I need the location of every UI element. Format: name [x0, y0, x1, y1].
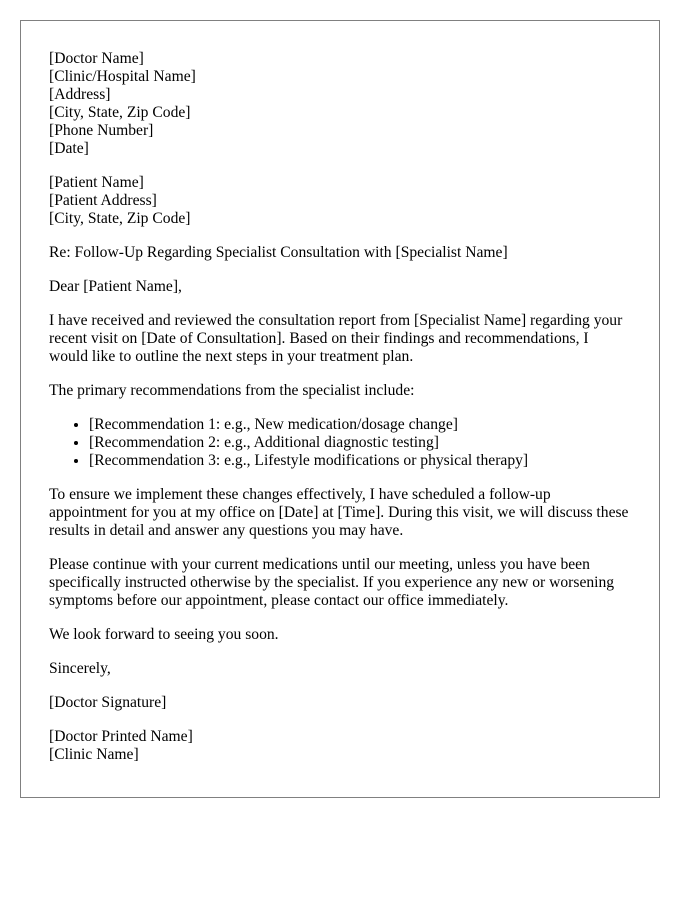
- salutation: Dear [Patient Name],: [49, 278, 182, 295]
- closing-clinic-name: [Clinic Name]: [49, 746, 139, 763]
- closing-name-block: [49, 728, 631, 764]
- body-paragraph-3: To ensure we implement these changes effectively, I have scheduled a follow-up appointment for you at my office on [Date] at [Time]. During this visit, we will discuss these results in detail and answer any questions you may have.: [49, 486, 629, 539]
- subject-line: Re: Follow-Up Regarding Specialist Consultation with [Specialist Name]: [49, 244, 508, 261]
- body-paragraph-1: I have received and reviewed the consultation report from [Specialist Name] regarding your recent visit on [Date of Consultation]. Based on their findings and recommendations, I would like to outline the next steps in your treatment plan.: [49, 312, 623, 365]
- list-item: • [Recommendation 1: e.g., New medication/dosage change]: [89, 416, 631, 434]
- letter-document: [20, 20, 660, 798]
- body-paragraph-4: Please continue with your current medications until our meeting, unless you have been specifically instructed otherwise by the specialist. If you experience any new or worsening symptoms before our appointment, please contact our office immediately.: [49, 556, 615, 609]
- recipient-address-block: [49, 174, 631, 228]
- sender-address: [Address]: [49, 86, 111, 103]
- body-paragraph-2: The primary recommendations from the specialist include:: [49, 382, 415, 399]
- letter-date: [Date]: [49, 140, 89, 157]
- sender-city-state-zip: [City, State, Zip Code]: [49, 104, 191, 121]
- list-item: • [Recommendation 2: e.g., Additional diagnostic testing]: [89, 434, 631, 452]
- recipient-city-state-zip: [City, State, Zip Code]: [49, 210, 191, 227]
- sender-address-block: [49, 50, 631, 158]
- recommendations-list: [49, 416, 631, 470]
- sender-clinic-name: [Clinic/Hospital Name]: [49, 68, 196, 85]
- sender-doctor-name: [Doctor Name]: [49, 50, 144, 67]
- body-paragraph-5: We look forward to seeing you soon.: [49, 626, 279, 643]
- sign-off: Sincerely,: [49, 660, 111, 677]
- sender-phone: [Phone Number]: [49, 122, 154, 139]
- recipient-name: [Patient Name]: [49, 174, 144, 191]
- doctor-printed-name: [Doctor Printed Name]: [49, 728, 193, 745]
- doctor-signature: [Doctor Signature]: [49, 694, 167, 711]
- recipient-address: [Patient Address]: [49, 192, 157, 209]
- list-item: • [Recommendation 3: e.g., Lifestyle modifications or physical therapy]: [89, 452, 631, 470]
